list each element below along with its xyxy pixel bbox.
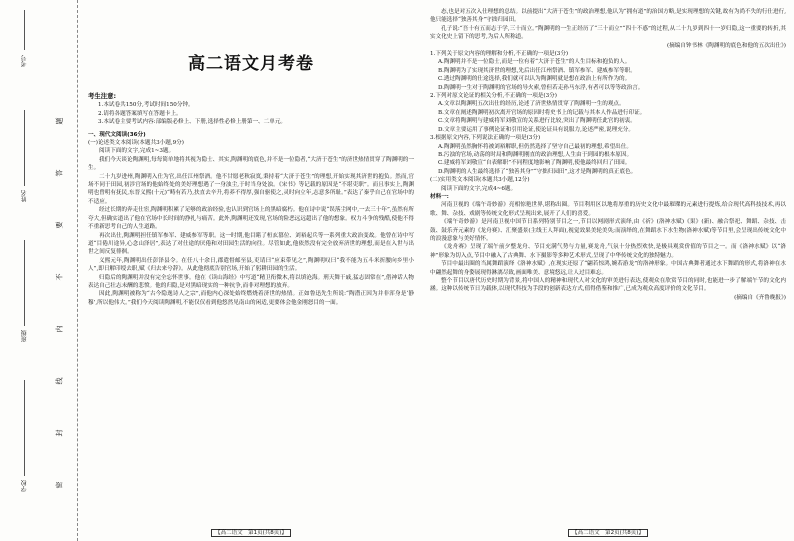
- notice-title: 考生注意:: [88, 92, 117, 100]
- instruction: 阅读下面的文字,完成1~3题。: [99, 148, 175, 155]
- question-option: A.文章以陶渊明五次出仕的经历,论述了济世热情贯穿了陶渊明一生的观点。: [438, 101, 625, 108]
- class-blank: [24, 240, 25, 326]
- question-option: B.污浊的官场,动荡的时局和陶渊明刚直的政治理想,人生由于到园的根本原因。: [438, 151, 633, 158]
- right-page: [426, 0, 790, 541]
- paragraph: 孔子说:“吾十有五而志于学,三十而立。”陶渊明的一生正经历了“三十而立”“四十不惑”的过程,从二十九岁到四十一岁归隐,这一重要的转折,其实文化史上留下的思考,为后人所称道。: [430, 25, 786, 41]
- question-option: D.文章主要运用了事例论证和引用论证,使论证具有说服力,论述严密,说理充分。: [438, 126, 634, 133]
- paragraph: 《龙舟赛》呈现了端午前夕整龙舟、节目充满气势与力量,赛龙舟,气氛十分热烈欢快,是极具观赏价值的节目之一。而《洛神水赋》以“洛神”形象为切入点,节目中融入了古典舞、水下摄影等多种艺术形式,呈现了中华传统文化的独特魅力。: [430, 244, 786, 259]
- paragraph: 整个节目以唐代历史时期为背景,将中国人的精神和现代人对文化的审美进行表达,使观众在欣赏节目的同时,也能进一步了解端午节的文化内涵。这种以传统节日为载体,以现代科技为手段的创新表达方式,值得借鉴和推广,已成为观众高度评价的文化节目。: [430, 278, 786, 293]
- paragraph: 因此,陶渊明被称为“古今隐逸诗人之宗”,而他内心深处始终燃烧着济世的热情。正如鲁迅先生所说:“陶潜正因为并非浑身是‘静穆’,所以他伟大。”我们今天阅读陶渊明,不能仅仅看到他悠然见南山的闲适,更要体会他金刚怒目的一面。: [88, 291, 414, 306]
- question-stem: 2.下列对原文论证的相关分析,不正确的一项是(3分): [430, 93, 557, 100]
- question-option: B.文章在阐述陶渊明初次离开官场的原因时将史书上的记载与其本人作品进行印证。: [438, 109, 646, 116]
- question-option: D.陶渊明的人生最终选择了“独善其身”“守拙归园田”,这才是陶渊明的真正底色。: [438, 168, 637, 175]
- section-heading: 一、现代文阅读(36分): [88, 131, 146, 138]
- source-note: (摘编自《齐鲁晚报》): [734, 294, 786, 301]
- paragraph: 《端午奇妙游》是河南卫视中国节日系列特别节目之一,节目以网剧形式演绎,由《祈》(洛神水赋)《果》(新)、融合祭祀、舞蹈、杂技、击鼓、鼓乐齐元素的《龙舟赛》、汇聚盛景(主线王人拜面),视觉效果美轮美奂;而演绎的,在舞蹈水下水生物(洛神水赋)等节目里,会呈现出传统文化中的浪漫意象与美好情怀。: [430, 219, 786, 242]
- name-blank: [24, 110, 25, 186]
- page-title: 高二语文月考卷: [188, 54, 314, 74]
- paragraph: 我们今天谈论陶渊明,每每简单地将其视为隐士、其实,陶渊明的底色,并不是一位隐者,“大济于苍生”的济世热情贯穿了陶渊明的一生。: [88, 156, 414, 172]
- seal-word: 不: [55, 273, 64, 281]
- exam-no-label: 考号: [21, 55, 28, 67]
- subsection-heading: (二)实用类文本阅读(本题共3小题,12分): [430, 177, 530, 184]
- footer-text: 【高二语文 第2页(共8页)】: [568, 529, 648, 537]
- footer-text: 【高二语文 第1页(共8页)】: [211, 529, 291, 537]
- question-option: C.文章将陶渊明与建威将军刘敬宣的关系进行比较,突出了陶渊明任此官的初衷。: [438, 118, 636, 125]
- question-option: C.透过陶渊明的仕途选择,我们就可以认为陶渊明就是想在政治上有所作为的。: [438, 76, 631, 83]
- notice-item: 1.本试卷共150分,考试时间150分钟。: [98, 102, 194, 109]
- seal-word: 题: [55, 117, 64, 125]
- seal-word: 要: [55, 221, 64, 229]
- seal-word: 密: [55, 481, 64, 489]
- paragraph: 河南卫视的《端午奇妙游》亮相惊艳世界,堪称出圈。节目利用区以地将厚重的历史文化中最璀璨的元素进行提炼,给合现代高科技技术,再以歌、舞、杂技、戏剧等传统文化形式呈现出来,展开了人们的喜爱。: [430, 202, 786, 217]
- question-stem: 1.下列关于原文内容的理解和分析,不正确的一项是(3分): [430, 51, 569, 58]
- question-option: A.陶渊明并不是一位隐士,而是一位有着“大济于苍生”的人生目标和抱负的人。: [438, 59, 631, 66]
- paragraph: 节目中最出圈的当属舞蹈演绎《洛神水赋》,在现实还原了“翩若惊鸿,婉若游龙”的洛神形象。中国古典舞者通过水下舞蹈的形式,将洛神在水中翩然起舞的身姿展现得淋漓尽致,画面唯美、意境悠远,让人过目难忘。: [430, 261, 786, 276]
- notice-item: 2.请将各题答案填写在答题卡上。: [98, 110, 182, 117]
- name-label: 姓名: [21, 190, 28, 202]
- question-option: D.陶渊明一生对于陶渊明的官场的导火索,曾但若走孙马东浮,有者可以等等政治言。: [438, 84, 644, 91]
- exam-no-blank: [24, 10, 25, 50]
- paragraph: 归隐后的陶渊明并没有完全忘怀世事。他在《读山海经》中写道“精卫衔微木,将以填沧海。刑天舞干戚,猛志固常在”,借神话人物表达自己壮志未酬的悲愤。他的归隐,是对黑暗现实的一种抗争,而非对理想的放弃。: [88, 274, 414, 289]
- instruction: 阅读下面的文字,完成4~6题。: [441, 185, 517, 192]
- class-label: 班级: [21, 330, 28, 342]
- notice-block: [88, 92, 414, 127]
- question-option: B.陶渊明为了实现其济世的理想,先后出任江州祭酒、镇军参军、建威参军等职。: [438, 67, 636, 74]
- question-option: C.建威将军刘敬宣“自表解职”不同程度地影响了陶渊明,使他最终回归了田园。: [438, 160, 631, 167]
- left-page: [84, 0, 418, 541]
- school-label: 学校: [21, 480, 28, 492]
- page-footer: [426, 529, 790, 537]
- notice-item: 3.本试卷主要考试内容:部编版必修上、下册,选择性必修上册第一、二单元。: [98, 119, 287, 126]
- seal-word: 封: [55, 429, 64, 437]
- paragraph: 态,也是对五次入仕理想的总结。以前提出“大济于苍生”的政治理想,他认为“拥有道”的治国方略,是实现理想的关键,故有为尚不失的行仕进行,他只能选择“独善其身”守拙归园田。: [430, 9, 786, 24]
- question-stem: 3.根据原文内容,下列说法正确的一项是(3分): [430, 135, 541, 142]
- paragraph: 义熙元年,陶渊明出任彭泽县令。在任八十余日,郡遣督邮至县,吏请曰“应束带见之”,陶渊明叹曰“我不能为五斗米折腰向乡里小人”,即日解印绶去职,赋《归去来兮辞》。从此他彻底告别官场,开始了躬耕田园的生活。: [88, 257, 414, 273]
- question-option: A.陶渊明虽然胸怀将被刘裕解职,但仍然选择了坚守自己最初的理想,希望出仕。: [438, 143, 632, 150]
- paragraph: 经过长期的奔走仕宦,陶渊明积累了足够的政治经验,也认识到官场上的黑暗腐朽。他在诗中说“误落尘网中,一去三十年”,虽然有所夸大,但确实道出了他在官场中长时间的挣扎与痛苦。此外,陶渊明还发现,官场的险恶远远超出了他的想象。权力斗争的残酷,使他不得不重新思考自己的人生道路。: [88, 207, 414, 231]
- binding-strip: [0, 0, 78, 541]
- source-note: (摘编自钟书林《陶渊明的底色和他的五次出仕》): [666, 42, 786, 49]
- seal-word: 答: [55, 169, 64, 177]
- material-title: 材料一:: [430, 193, 449, 200]
- page-footer: [84, 529, 418, 537]
- subsection-heading: (一)论述类文本阅读(本题共3小题,9分): [88, 140, 184, 147]
- paragraph: 二十九岁进州,陶渊明入仕为官,出任江州祭酒。他不甘愿老秋寂寞,秉持着“大济于苍生”的理想,开始实现其济世的抱负。然而,官场不同于田园,初涉官场的他始终处的美好理想遇了一身浊尘,于时当身处浊。《宋书》等记载的原因是“不堪吏职”。而且事实上,陶渊明也曾明有抚民,东晋义熙(十元)“畴有若乃,扶直去辛升,将养不得厚,强自驱使之,灵时向立年,志意多所耻。”表达了秦乎自己在官场中的不适应。: [88, 173, 414, 205]
- school-blank: [24, 380, 25, 476]
- seal-word: 内: [55, 325, 64, 333]
- seal-word: 线: [55, 377, 64, 385]
- paragraph: 再次出仕,陶渊明担任镇军参军、建威参军等职。这一时期,他目睹了桓玄篡位、刘裕起兵等一系列重大政治变故。他曾在诗中写道“目倦川途异,心念山泽居”,表达了对仕途的厌倦和对田园生活的向往。尽管如此,他依然没有完全放弃济世的理想,而是在入世与出世之间反复徘徊。: [88, 232, 414, 256]
